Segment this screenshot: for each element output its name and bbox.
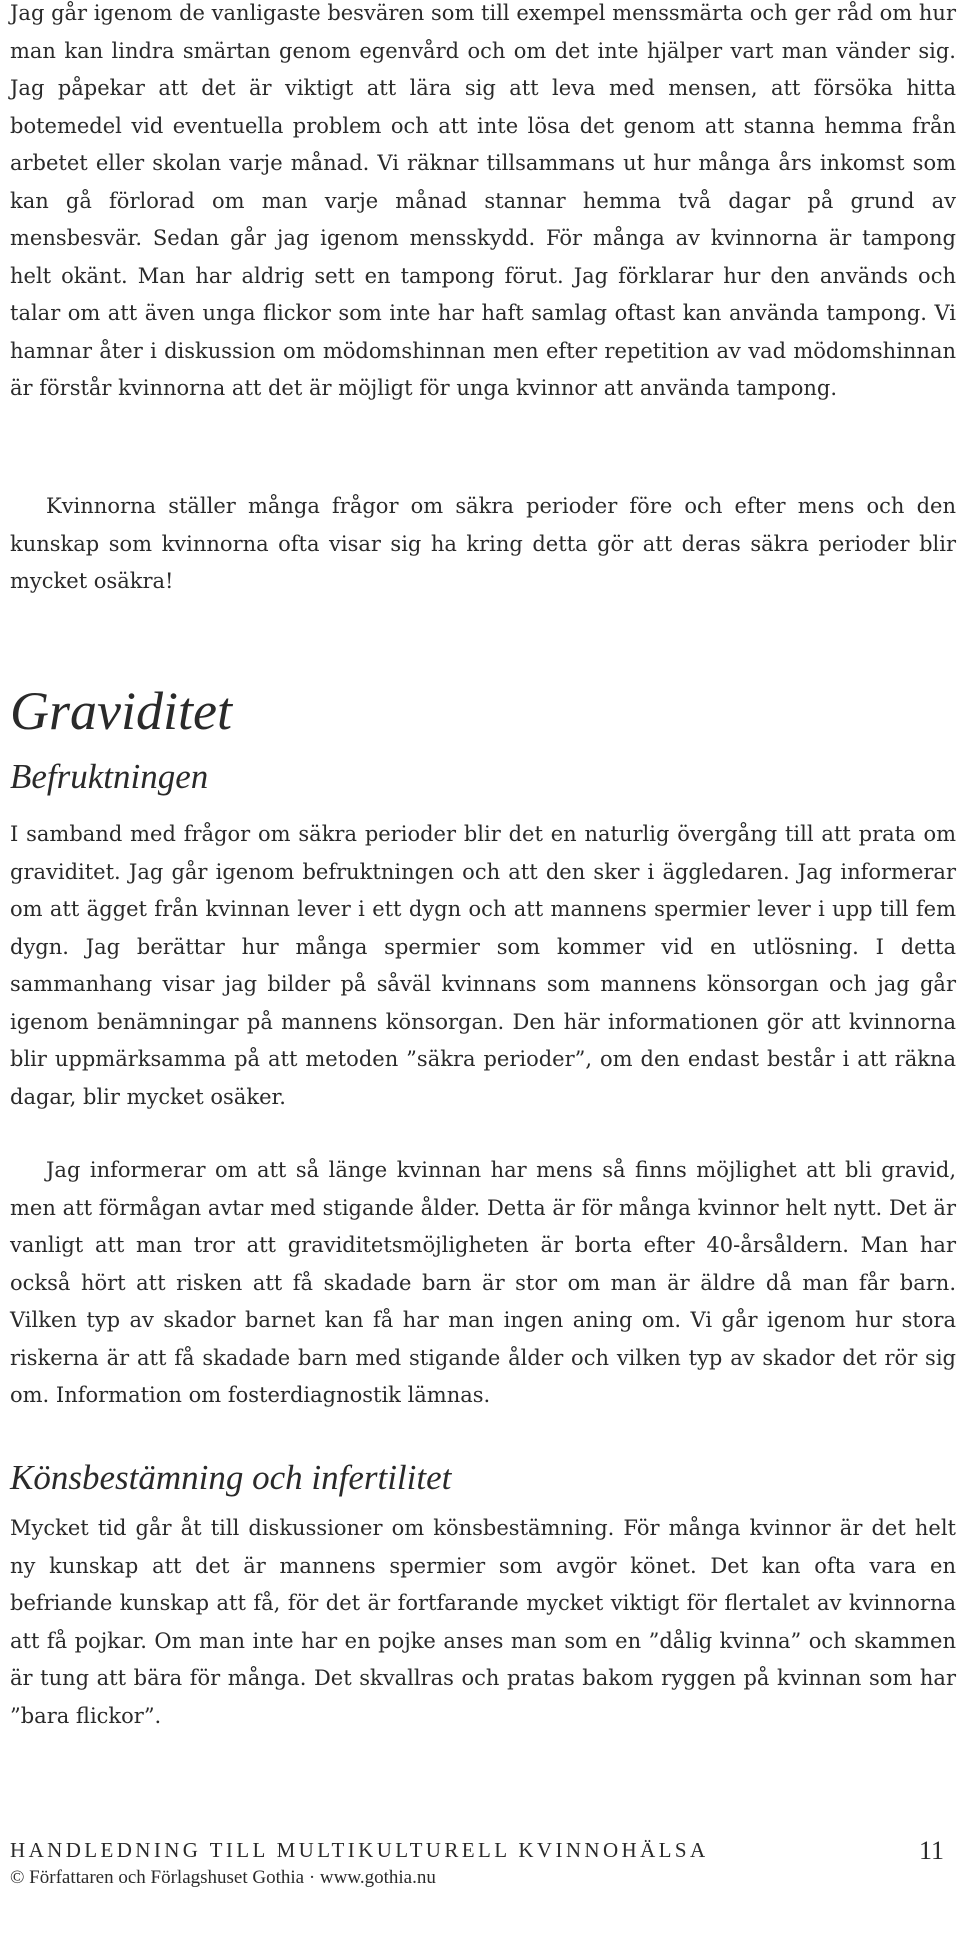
paragraph-fertilization: I samband med frågor om säkra perioder blir det en naturlig övergång till att prata om graviditet. Jag går igenom befruktningen och att den sker i äggledaren. Jag informerar om att ägget från kvinnan lever i ett dygn och att mannens spermier lever i upp till fem dygn. Jag berättar hur många spermier som kommer vid en utlösning. I detta sammanhang visar jag bilder på såväl kvinnans som mannens könsorgan och jag går igenom benämningar på mannens könsorgan. Den här informationen gör att kvinnorna blir uppmärksamma på att metoden ”säkra perioder”, om den endast består i att räkna dagar, blir mycket osäker.	[10, 822, 956, 1109]
chapter-title: Graviditet	[10, 681, 232, 741]
page-number: 11	[918, 1836, 944, 1865]
footer-copyright: © Författaren och Förlagshuset Gothia · www.gothia.nu	[10, 1867, 436, 1888]
paragraph-sex-determination: Mycket tid går åt till diskussioner om könsbestämning. För många kvinnor är det helt ny kunskap att det är mannens spermier som avgör könet. Det kan ofta vara en befriande kunskap att få, för det är fortfarande mycket viktigt för flertalet av kvinnorna att få pojkar. Om man inte har en pojke anses man som en ”dålig kvinna” och skammen är tung att bära för många. Det skvallras och pratas bakom ryggen på kvinnan som har ”bara flickor”.	[10, 1516, 956, 1728]
paragraph-menstruation-advice: Jag går igenom de vanligaste besvären som till exempel menssmärta och ger råd om hur man kan lindra smärtan genom egenvård och om det inte hjälper vart man vänder sig. Jag påpekar att det är viktigt att lära sig att leva med mensen, att försöka hitta botemedel vid eventuella problem och att inte lösa det genom att stanna hemma från arbetet eller skolan varje månad. Vi räknar tillsammans ut hur många års inkomst som kan gå förlorad om man varje månad stannar hemma två dagar på grund av mensbesvär. Sedan går jag igenom mensskydd. För många av kvinnorna är tampong helt okänt. Man har aldrig sett en tampong förut. Jag förklarar hur den används och talar om att även unga flickor som inte har haft samlag oftast kan använda tampong. Vi hamnar åter i diskussion om mödomshinnan men efter repetition av vad mödomshinnan är förstår kvinnorna att det är möjligt för unga kvinnor att använda tampong.	[10, 1, 956, 400]
subsection-title-fertilization: Befruktningen	[10, 757, 209, 796]
page-footer	[10, 1838, 956, 1889]
footer-book-title: HANDLEDNING TILL MULTIKULTURELL KVINNOHÄLSA	[10, 1838, 709, 1862]
subsection-title-sex-determination: Könsbestämning och infertilitet	[10, 1458, 452, 1497]
paragraph-age-fertility: Jag informerar om att så länge kvinnan har mens så finns möjlighet att bli gravid, men att förmågan avtar med stigande ålder. Detta är för många kvinnor helt nytt. Det är vanligt att man tror att graviditetsmöjligheten är borta efter 40-årsåldern. Man har också hört att risken att få skadade barn är stor om man är äldre då man får barn. Vilken typ av skador barnet kan få har man ingen aning om. Vi går igenom hur stora riskerna är att få skadade barn med stigande ålder och vilken typ av skador det rör sig om. Information om fosterdiagnostik lämnas.	[10, 1158, 956, 1407]
paragraph-safe-periods: Kvinnorna ställer många frågor om säkra perioder före och efter mens och den kunskap som kvinnorna ofta visar sig ha kring detta gör att deras säkra perioder blir mycket osäkra!	[10, 494, 956, 593]
